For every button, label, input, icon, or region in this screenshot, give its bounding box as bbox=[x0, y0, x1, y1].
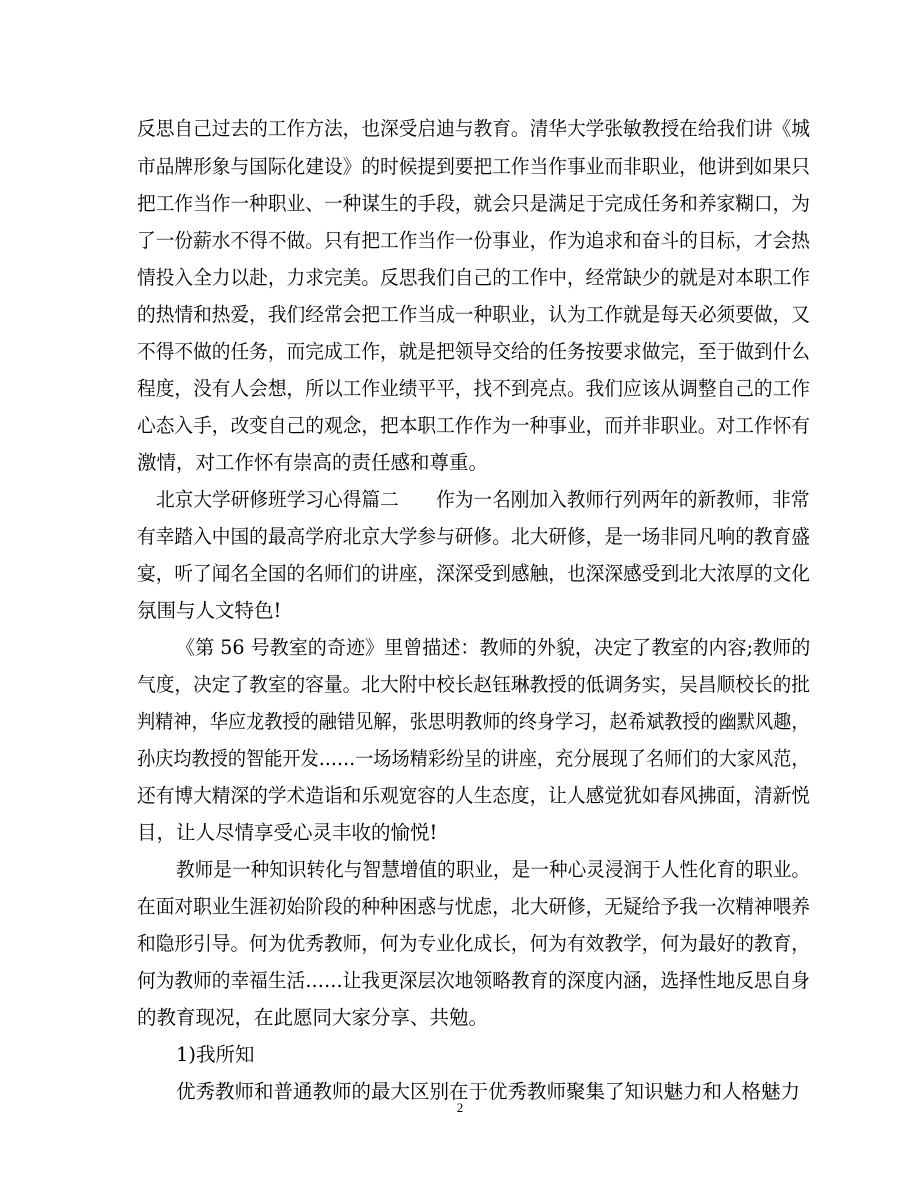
text-line: 优秀教师和普通教师的最大区别在于优秀教师聚集了知识魅力和人格魅力 bbox=[176, 1080, 801, 1103]
text-line: 气度，决定了教室的容量。北大附中校长赵钰琳教授的低调务实，吴昌顺校长的批 bbox=[137, 673, 811, 696]
section-heading: 1)我所知 bbox=[176, 1043, 255, 1066]
text-line: 和隐形引导。何为优秀教师，何为专业化成长，何为有效教学，何为最好的教育， bbox=[137, 932, 811, 955]
text-line: 北京大学研修班学习心得篇二 作为一名刚加入教师行列两年的新教师，非常 bbox=[156, 488, 810, 511]
text-line: 的热情和热爱，我们经常会把工作当成一种职业，认为工作就是每天必须要做，又 bbox=[137, 303, 811, 326]
text-line: 判精神，华应龙教授的融错见解，张思明教师的终身学习，赵希斌教授的幽默风趣， bbox=[137, 710, 810, 733]
text-line: 在面对职业生涯初始阶段的种种困惑与忧虑，北大研修，无疑给予我一次精神喂养 bbox=[137, 895, 811, 918]
text-line: 氛围与人文特色! bbox=[137, 599, 282, 622]
text-line: 《第 56 号教室的奇迹》里曾描述：教师的外貌，决定了教室的内容;教师的 bbox=[176, 636, 811, 659]
text-line: 不得不做的任务，而完成工作，就是把领导交给的任务按要求做完，至于做到什么 bbox=[137, 340, 811, 363]
text-line: 何为教师的幸福生活……让我更深层次地领略教育的深度内涵，选择性地反思自身 bbox=[137, 969, 811, 992]
text-line: 反思自己过去的工作方法，也深受启迪与教育。清华大学张敏教授在给我们讲《城 bbox=[137, 117, 811, 140]
text-line: 还有博大精深的学术造诣和乐观宽容的人生态度，让人感觉犹如春风拂面，清新悦 bbox=[137, 784, 811, 807]
text-line: 的教育现况，在此愿同大家分享、共勉。 bbox=[137, 1006, 489, 1029]
text-line: 情投入全力以赴，力求完美。反思我们自己的工作中，经常缺少的就是对本职工作 bbox=[137, 266, 811, 289]
text-line: 教师是一种知识转化与智慧增值的职业，是一种心灵浸润于人性化育的职业。 bbox=[176, 858, 811, 881]
text-line: 把工作当作一种职业、一种谋生的手段，就会只是满足于完成任务和养家糊口，为 bbox=[137, 192, 811, 215]
text-line: 了一份薪水不得不做。只有把工作当作一份事业，作为追求和奋斗的目标，才会热 bbox=[137, 229, 811, 252]
text-line: 宴，听了闻名全国的名师们的讲座，深深受到感触，也深深感受到北大浓厚的文化 bbox=[137, 562, 811, 585]
text-line: 程度，没有人会想，所以工作业绩平平，找不到亮点。我们应该从调整自己的工作 bbox=[137, 377, 811, 400]
text-line: 市品牌形象与国际化建设》的时候提到要把工作当作事业而非职业，他讲到如果只 bbox=[137, 155, 811, 178]
page-number: 2 bbox=[456, 1100, 464, 1115]
text-line: 目，让人尽情享受心灵丰收的愉悦! bbox=[137, 821, 438, 844]
text-line: 孙庆均教授的智能开发……一场场精彩纷呈的讲座，充分展现了名师们的大家风范， bbox=[137, 747, 810, 770]
text-line: 心态入手，改变自己的观念，把本职工作作为一种事业，而并非职业。对工作怀有 bbox=[137, 414, 811, 437]
text-line: 激情，对工作怀有崇高的责任感和尊重。 bbox=[137, 451, 489, 474]
text-line: 有幸踏入中国的最高学府北京大学参与研修。北大研修，是一场非同凡响的教育盛 bbox=[137, 525, 811, 548]
